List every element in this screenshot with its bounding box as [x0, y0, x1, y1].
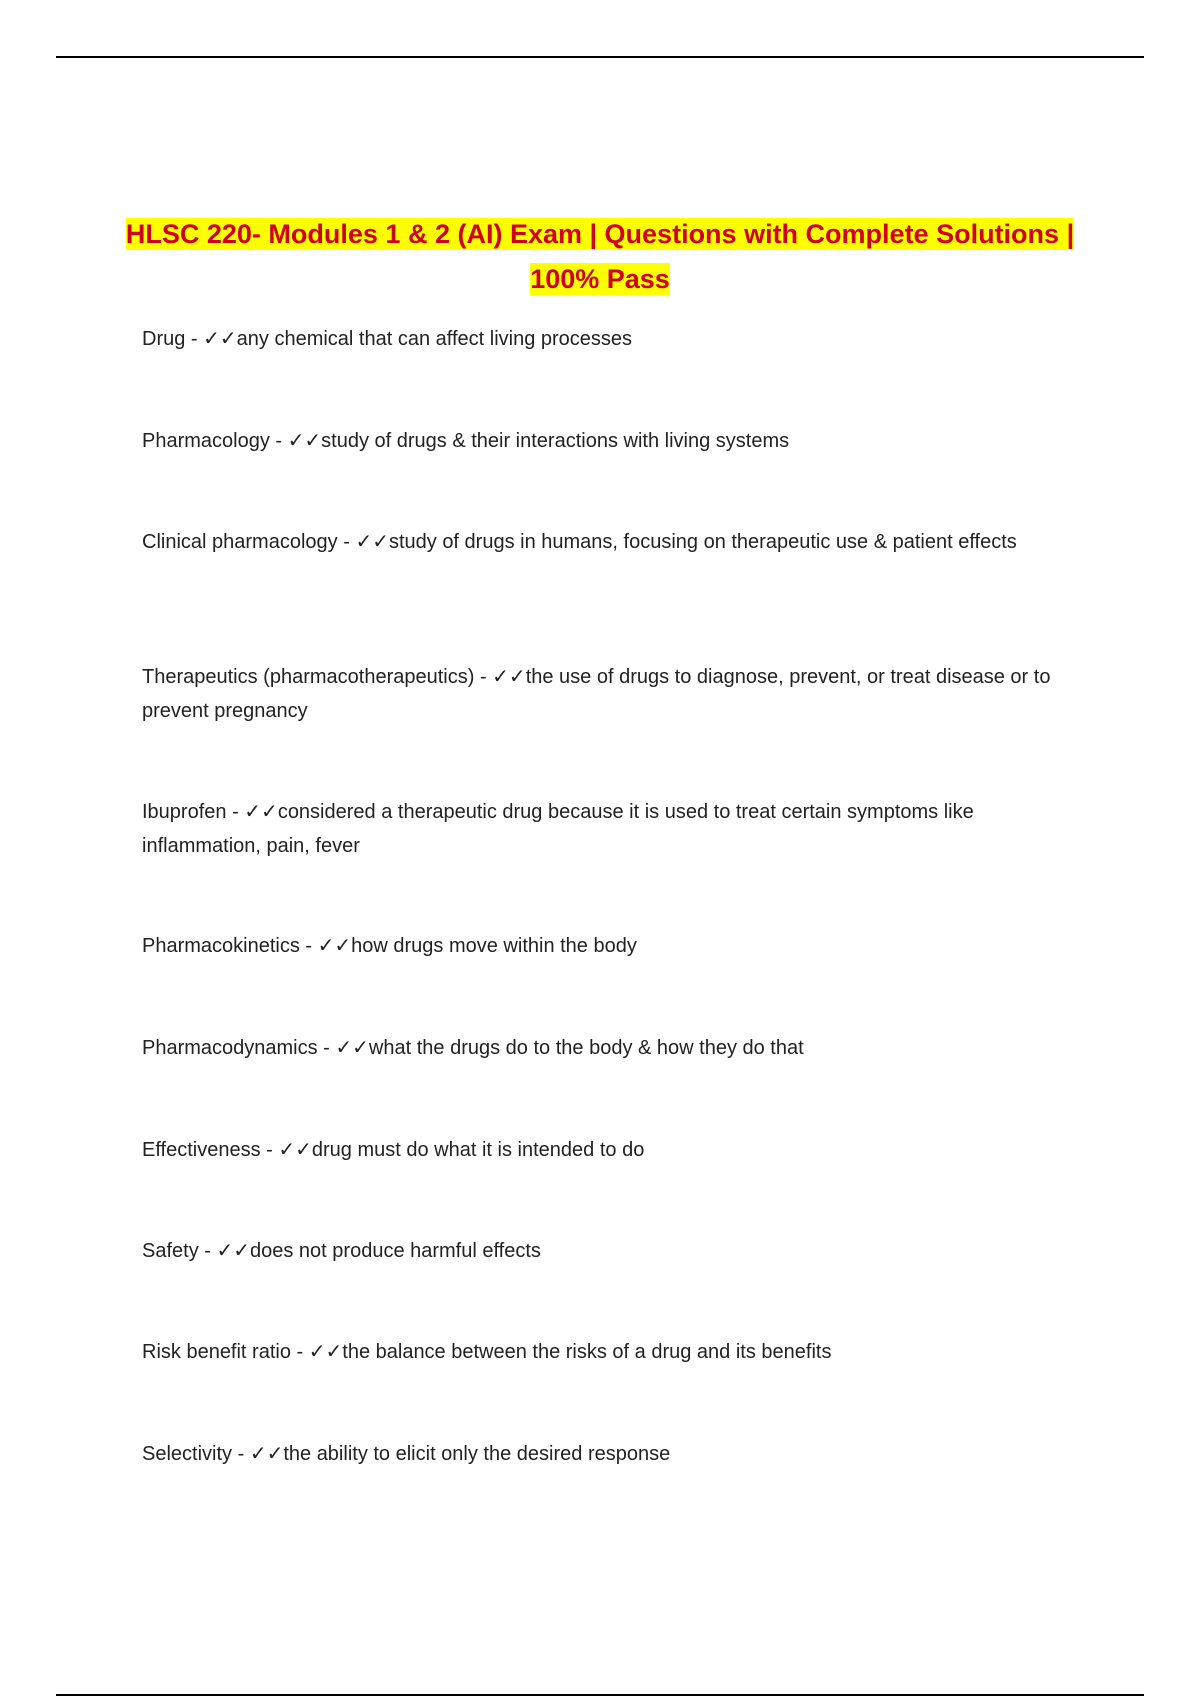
entry-separator: -	[290, 1341, 309, 1363]
entry-term: Selectivity	[142, 1443, 233, 1465]
entry-separator: -	[474, 666, 493, 688]
list-item	[142, 1335, 831, 1369]
entry-definition: the balance between the risks of a drug and its benefits	[342, 1341, 832, 1363]
top-rule	[56, 56, 1144, 58]
double-check-icon: ✓✓	[249, 1443, 284, 1465]
entry-term: Pharmacology	[142, 430, 270, 452]
double-check-icon: ✓✓	[317, 935, 352, 957]
list-item	[142, 1234, 541, 1268]
entry-separator: -	[299, 935, 318, 957]
list-item	[142, 424, 789, 458]
entry-separator: -	[226, 801, 245, 823]
list-item	[142, 660, 1052, 728]
title-highlight: HLSC 220- Modules 1 & 2 (AI) Exam | Questions with Complete Solutions | 100% Pass	[125, 219, 1075, 294]
entry-term: Effectiveness	[142, 1139, 261, 1161]
entry-definition: study of drugs in humans, focusing on therapeutic use & patient effects	[388, 531, 1017, 553]
entry-definition: the ability to elicit only the desired response	[283, 1443, 671, 1465]
entry-separator: -	[317, 1037, 336, 1059]
entry-separator: -	[232, 1443, 250, 1465]
entry-term: Pharmacokinetics	[142, 935, 300, 957]
double-check-icon: ✓✓	[216, 1240, 250, 1262]
double-check-icon: ✓✓	[355, 531, 389, 553]
double-check-icon: ✓✓	[278, 1139, 312, 1161]
entry-separator: -	[260, 1139, 279, 1161]
double-check-icon: ✓✓	[203, 328, 237, 350]
entry-term: Pharmacodynamics	[142, 1037, 318, 1059]
entry-definition: what the drugs do to the body & how they do that	[368, 1037, 804, 1059]
double-check-icon: ✓✓	[244, 801, 278, 823]
list-item	[142, 795, 1052, 863]
entry-definition: does not produce harmful effects	[250, 1240, 541, 1262]
entry-definition: drug must do what it is intended to do	[311, 1139, 645, 1161]
double-check-icon: ✓✓	[308, 1341, 343, 1363]
entry-definition: considered a therapeutic drug because it is used to treat certain symptoms like inflammation, pain, fever	[142, 801, 974, 857]
entry-definition: how drugs move within the body	[351, 935, 637, 957]
list-item	[142, 929, 637, 963]
entry-definition: the use of drugs to diagnose, prevent, or treat disease or to prevent pregnancy	[142, 666, 1051, 722]
entry-definition: any chemical that can affect living processes	[236, 328, 633, 350]
bottom-rule	[56, 1694, 1144, 1696]
list-item	[142, 1133, 644, 1167]
list-item	[142, 1031, 804, 1065]
entry-separator: -	[185, 328, 204, 350]
entry-term: Safety	[142, 1240, 199, 1262]
list-item	[142, 1437, 670, 1471]
entry-term: Ibuprofen	[142, 801, 227, 823]
entry-separator: -	[337, 531, 356, 553]
document-title	[100, 212, 1100, 302]
entry-term: Therapeutics (pharmacotherapeutics)	[142, 666, 475, 688]
double-check-icon: ✓✓	[287, 430, 322, 452]
entry-separator: -	[198, 1240, 217, 1262]
entry-term: Clinical pharmacology	[142, 531, 338, 553]
entry-definition: study of drugs & their interactions with living systems	[321, 430, 790, 452]
entry-separator: -	[269, 430, 288, 452]
list-item	[142, 322, 632, 356]
entry-term: Drug	[142, 328, 186, 350]
double-check-icon: ✓✓	[335, 1037, 369, 1059]
list-item	[142, 525, 1017, 559]
double-check-icon: ✓✓	[492, 666, 526, 688]
entry-term: Risk benefit ratio	[142, 1341, 291, 1363]
